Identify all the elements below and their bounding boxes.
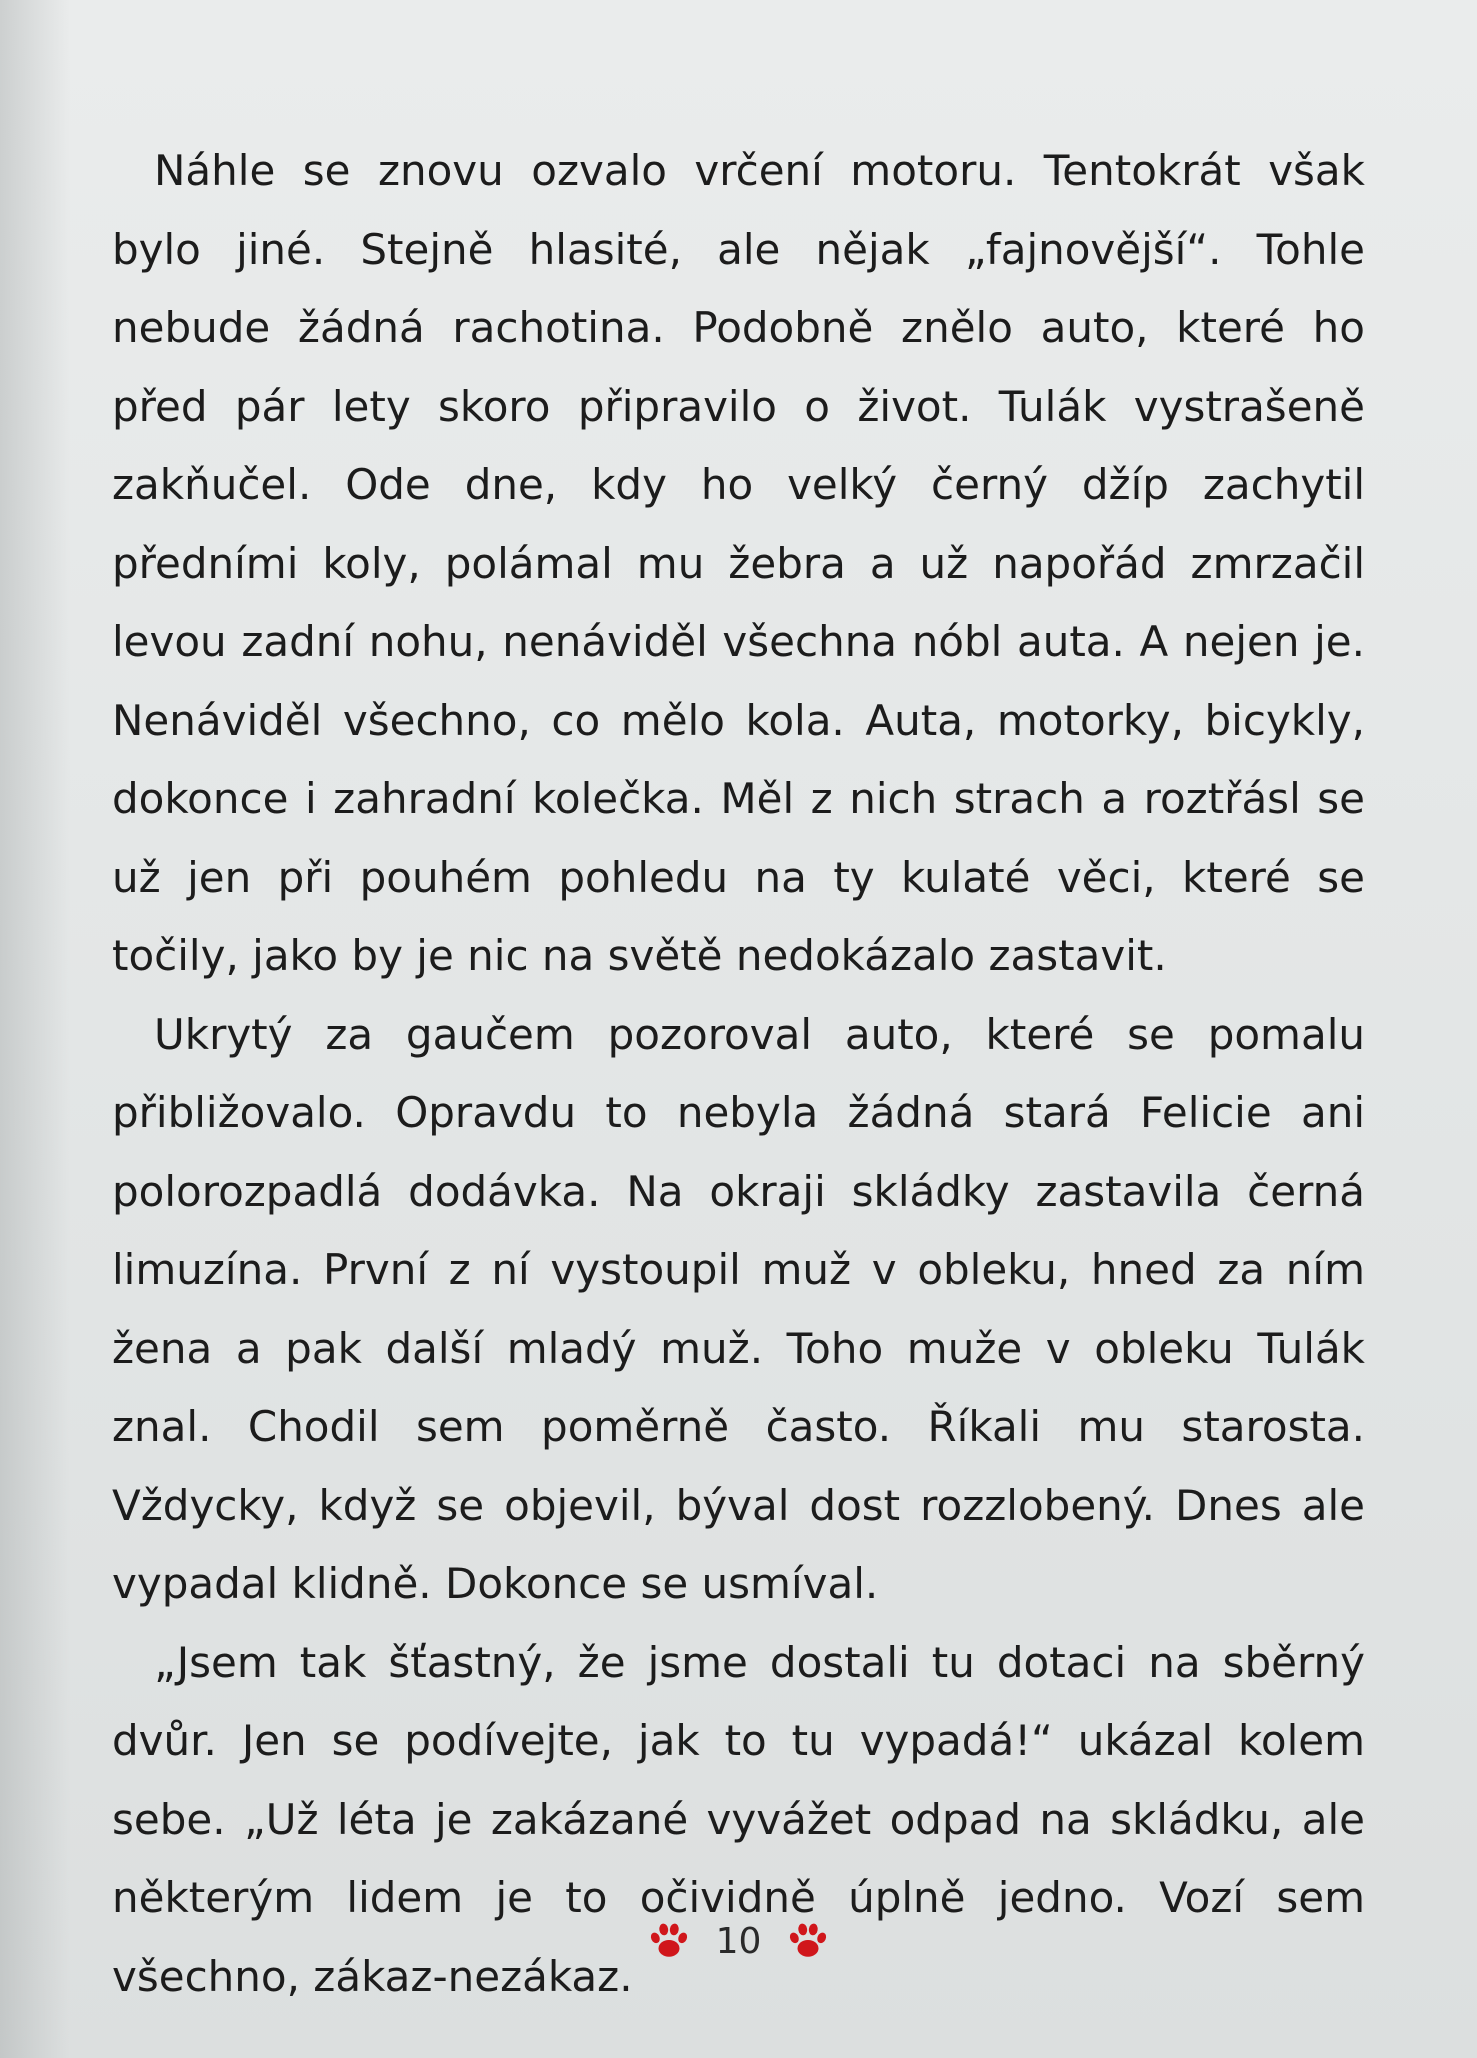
paragraph-1: Náhle se znovu ozvalo vrčení motoru. Tentokrát však bylo jiné. Stejně hlasité, ale nějak „fajnovější“. Tohle nebude žádná rachotina. Podobně znělo auto, které ho před pár lety skoro připravilo o život. Tulák vystrašeně zakňučel. Ode dne, kdy ho velký černý džíp zachytil předními koly, polámal mu žebra a už napořád zmrzačil levou zadní nohu, nenáviděl všechna nóbl auta. A nejen je. Nenáviděl všechno, co mělo kola. Auta, motorky, bicykly, dokonce i zahradní kolečka. Měl z nich strach a roztřásl se už jen při pouhém pohledu na ty kulaté věci, které se točily, jako by je nic na světě nedokázalo zastavit. (112, 146, 1365, 980)
page-gutter-shadow (0, 0, 70, 2058)
book-page-text (112, 132, 1365, 2016)
paw-print-icon-left (648, 1920, 690, 1962)
paragraph-2: Ukrytý za gaučem pozoroval auto, které se pomalu přibližovalo. Opravdu to nebyla žádná stará Felicie ani polorozpadlá dodávka. Na okraji skládky zastavila černá limuzína. První z ní vystoupil muž v obleku, hned za ním žena a pak další mladý muž. Toho muže v obleku Tulák znal. Chodil sem poměrně často. Říkali mu starosta. Vždycky, když se objevil, býval dost rozzlobený. Dnes ale vypadal klidně. Dokonce se usmíval. (112, 1009, 1365, 1608)
paw-print-icon-right (787, 1920, 829, 1962)
page-footer (0, 1920, 1477, 1962)
paragraph-3: „Jsem tak šťastný, že jsme dostali tu dotaci na sběrný dvůr. Jen se podívejte, jak to tu vypadá!“ ukázal kolem sebe. „Už léta je zakázané vyvážet odpad na skládku, ale některým lidem je to očividně úplně jedno. Vozí sem všechno, zákaz-nezákaz. (112, 1637, 1365, 2001)
page-number: 10 (715, 1920, 762, 1962)
